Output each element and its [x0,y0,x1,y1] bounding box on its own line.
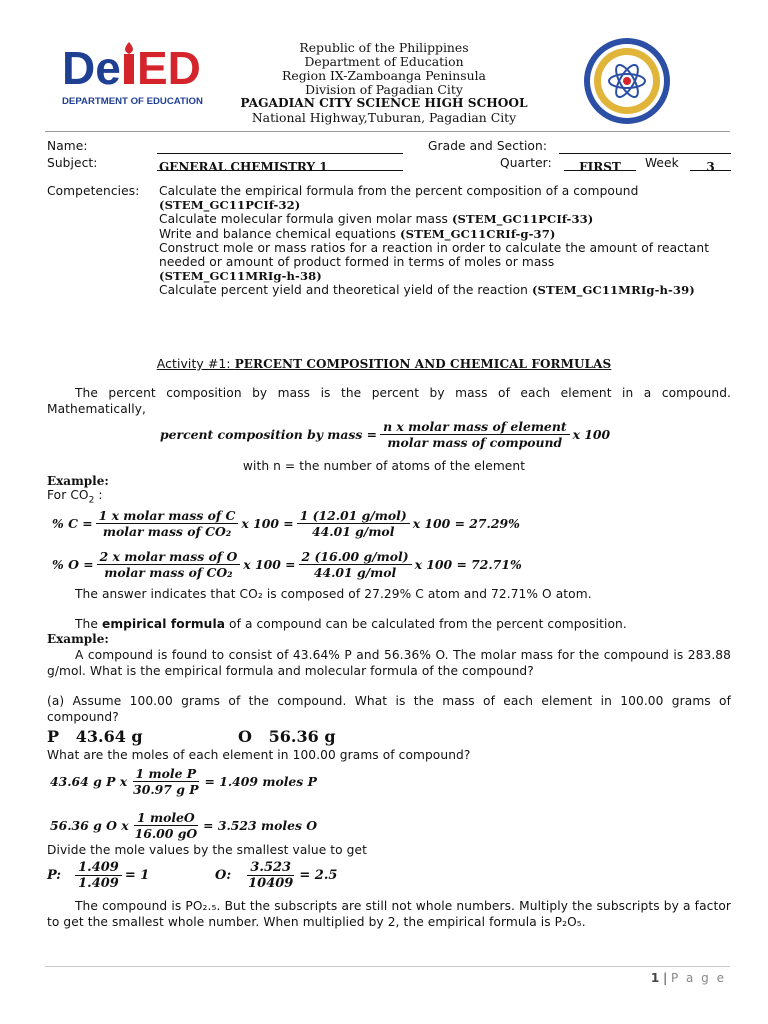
divide-text: Divide the mole values by the smallest value to get [47,843,367,857]
subject-value: GENERAL CHEMISTRY 1 [159,160,328,174]
page-word: P a g e [670,971,726,985]
competency-1: Calculate the empirical formula from the percent composition of a compound (STEM_GC11PCIf-32) [159,184,639,213]
page-sep: | [659,971,671,985]
activity-title [0,356,768,371]
subject-label: Subject: [47,156,98,170]
divide-p [47,860,149,891]
po-num2: 2 (16.00 g/mol) [299,549,412,565]
mo-lhs: 56.36 g O x [50,818,129,833]
po-lhs: % O = [52,557,94,572]
part-a-text: (a) Assume 100.00 grams of the compound. What is the mass of each element in 100.00 grams of compound? [47,694,731,724]
logo-ed: ED [137,42,201,94]
header-line-3: Region IX-Zamboanga Peninsula [282,68,486,83]
week-value: 3 [706,160,715,174]
formula-tail: x 100 [572,427,611,442]
dp-lhs: P: [47,868,62,883]
po-mid: x 100 = [243,557,296,572]
pc-den: molar mass of CO₂ [102,524,232,539]
moles-p-calc [50,766,317,797]
name-label: Name: [47,139,88,153]
competency-3: Write and balance chemical equations (STEM_GC11CRIf-g-37) [159,226,556,241]
footer-divider [45,966,730,967]
competencies-label: Competencies: [47,184,140,198]
do-result: = 2.5 [299,868,338,883]
grade-label: Grade and Section: [428,139,548,153]
mp-num: 1 mole P [133,766,200,782]
do-den: 10409 [248,876,294,891]
po-den2: 44.01 g/mol [313,565,397,580]
percent-c-formula [52,508,520,539]
quarter-label: Quarter: [500,156,552,170]
intro-paragraph: The percent composition by mass is the percent by mass of each element in a compound. Mathematically, [47,386,731,416]
mp-result: = 1.409 moles P [204,774,317,789]
do-num: 3.523 [247,860,294,876]
divide-o [215,860,337,891]
closing-paragraph: The compound is PO₂.₅. But the subscripts are still not whole numbers. Multiply the subscripts by a factor to get the smallest whole number. When multiplied by 2, the empirical formula is P₂O₅. [47,899,731,929]
quarter-field[interactable] [564,156,636,174]
empirical-intro: The empirical formula of a compound can be calculated from the percent composition. [75,617,627,631]
mp-lhs: 43.64 g P x [50,774,128,789]
mo-den: 16.00 gO [134,826,198,841]
moles-question: What are the moles of each element in 100.00 grams of compound? [47,748,471,762]
pc-num2: 1 (12.01 g/mol) [297,508,410,524]
header-line-1: Republic of the Philippines [299,40,469,55]
po-num: 2 x molar mass of O [97,549,241,565]
pc-num: 1 x molar mass of C [96,508,239,524]
school-name: PAGADIAN CITY SCIENCE HIGH SCHOOL [240,96,528,110]
competency-5: Calculate percent yield and theoretical yield of the reaction (STEM_GC11MRIg-h-39) [159,283,695,298]
activity-heading: PERCENT COMPOSITION AND CHEMICAL FORMULAS [234,357,612,371]
mass-p: P 43.64 g [47,727,143,746]
page-number: 1 [650,971,660,985]
empirical-term: empirical formula [101,617,226,631]
competencies-list [159,184,731,298]
answer-text: The answer indicates that CO₂ is composed of 27.29% C atom and 72.71% O atom. [75,587,592,601]
mass-o: O 56.36 g [238,727,336,746]
quarter-value: FIRST [579,160,621,174]
do-lhs: O: [215,868,232,883]
grade-field[interactable] [559,139,731,154]
school-address: National Highway,Tuburan, Pagadian City [251,110,517,125]
page-footer [651,971,726,985]
dp-num: 1.409 [75,860,122,876]
po-result: x 100 = 72.71% [414,557,522,572]
pc-lhs: % C = [52,516,93,531]
formula-lhs: percent composition by mass = [160,427,378,442]
header-line-4: Division of Pagadian City [305,82,463,97]
week-field[interactable] [690,156,731,174]
percent-composition-formula [160,419,610,450]
dp-result: = 1 [124,868,150,883]
percent-o-formula [52,549,522,580]
example-heading-1: Example: [47,474,109,488]
pc-mid: x 100 = [241,516,294,531]
mo-num: 1 moleO [134,810,198,826]
moles-o-calc [50,810,317,841]
activity-prefix: Activity #1: [156,356,235,371]
pc-den2: 44.01 g/mol [312,524,395,539]
with-n-note: with n = the number of atoms of the element [242,459,526,473]
pc-result: x 100 = 27.29% [412,516,520,531]
mo-result: = 3.523 moles O [203,818,318,833]
logo-de: De [62,42,121,94]
subject-field[interactable] [157,156,403,174]
competency-4: Construct mole or mass ratios for a reaction in order to calculate the amount of reactant needed or amount of product formed in terms of moles or mass (STEM_GC11MRIg-h-38) [159,240,710,284]
example-heading-2: Example: [47,632,109,646]
formula-numerator: n x molar mass of element [380,419,570,435]
logo-subtitle: DEPARTMENT OF EDUCATION [62,96,203,107]
dp-den: 1.409 [78,876,119,891]
mp-den: 30.97 g P [133,782,199,797]
name-field[interactable] [157,139,403,154]
for-co2-label: For $CO_2$ : [47,488,103,506]
problem-text: A compound is found to consist of 43.64% P and 56.36% O. The molar mass for the compound is 283.88 g/mol. What is the empirical formula and molecular formula of the compound? [47,648,731,678]
po-den: molar mass of CO₂ [104,565,233,580]
formula-denominator: molar mass of compound [387,435,563,450]
header-divider [45,131,730,132]
competency-2: Calculate molecular formula given molar mass (STEM_GC11PCIf-33) [159,212,594,227]
week-label: Week [645,156,679,170]
header-line-2: Department of Education [304,54,464,69]
